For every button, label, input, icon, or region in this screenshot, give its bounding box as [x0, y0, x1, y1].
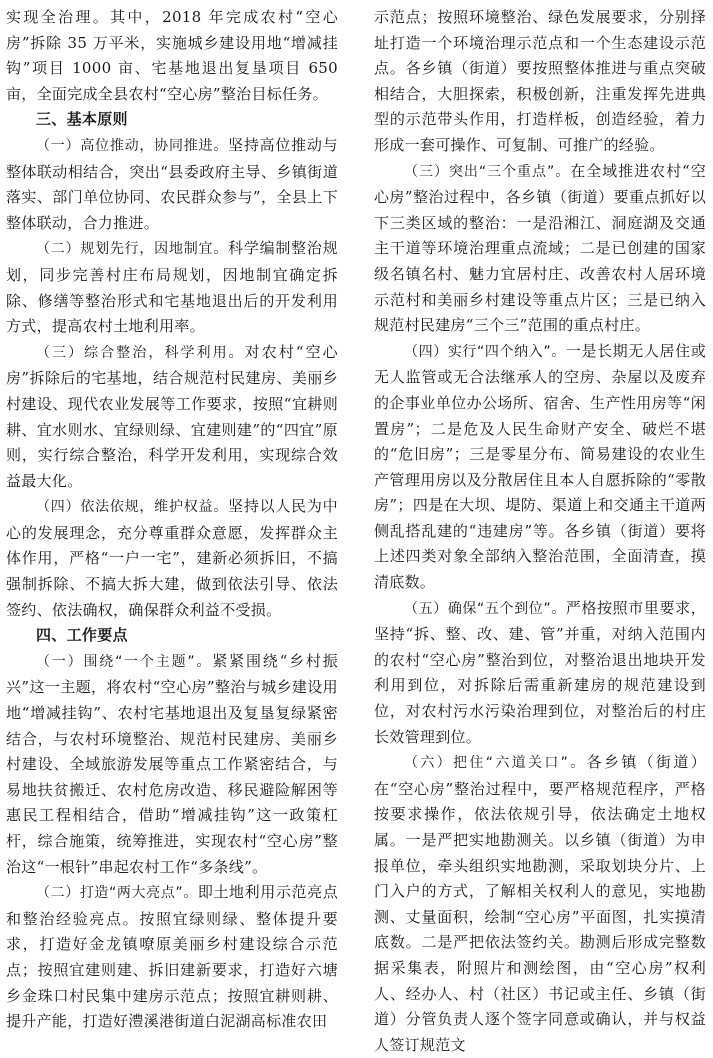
left-column — [6, 5, 338, 1035]
principle-3-title: （三）综合整治，科学利用。 — [36, 344, 245, 361]
principle-3-text: 对农村“空心房”拆除后的宅基地，结合规范村民建房、美丽乡村建设、现代农业发展等工作要求，按照“宜耕则耕、宜水则水、宜绿则绿、宜建则建”的“四宜”原则，实行综合整治，科学开发利用，实现综合效益最大化。 — [6, 342, 338, 490]
principle-2-title: （二）规划先行，因地制宜。 — [36, 241, 229, 258]
principle-1-title: （一）高位推动，协同推进。 — [36, 137, 229, 154]
intro-paragraph: 实现全治理。其中，2018 年完成农村“空心房”拆除 35 万平米，实施城乡建设用地“增减挂钩”项目 1000 亩、宅基地退出复垦项目 650 亩，全面完成全县农村“空心房”整治目标任务。 — [6, 8, 338, 103]
task-paragraph-3 — [374, 159, 706, 339]
right-column — [374, 5, 706, 1058]
task-1-text: 紧紧围绕“乡村振兴”这一主题，将农村“空心房”整治与城乡建设用地“增减挂钩”、农村宅基地退出及复垦复绿紧密结合，与农村环境整治、规范村民建房、美丽乡村建设、全域旅游发展等重点工作紧密结合，与易地扶贫搬迁、农村危房改造、移民避险解困等惠民工程相结合，借助“增减挂钩”这一政策杠杆，综合施策，统筹推进，实现农村“空心房”整治这“一根针”串起农村工作“多条线”。 — [6, 651, 338, 876]
task-paragraph-4 — [374, 339, 706, 596]
continued-paragraph: 示范点；按照环境整治、绿色发展要求，分别择址打造一个环境治理示范点和一个生态建设示范点。各乡镇（街道）要按照整体推进与重点突破相结合，大胆探索，积极创新，注重发挥先进典型的示范带头作用，打造样板，创造经验，着力形成一套可操作、可复制、可推广的经验。 — [374, 8, 706, 154]
task-4-text: 一是长期无人居住或无人监管或无合法继承人的空房、杂屋以及废弃的企事业单位办公场所、宿舍、生产性用房等“闲置房”；二是危及人民生命财产安全、破烂不堪的“危旧房”；三是零星分布、简易建设的农业生产管理用房以及分散居住且本人自愿拆除的“零散房”；四是在大坝、堤防、渠道上和交通主干道两侧乱搭乱建的“违建房”等。各乡镇（街道）要将上述四类对象全部纳入整治范围，全面清查，摸清底数。 — [374, 341, 707, 592]
heading-basic-principles: 三、基本原则 — [36, 110, 128, 129]
task-1-title: （一）围绕“一个主题”。 — [36, 653, 213, 670]
principle-paragraph-4 — [6, 494, 338, 623]
task-paragraph-2 — [6, 880, 338, 1035]
principle-2-text: 科学编制整治规划，同步完善村庄布局规划，因地制宜确定拆除、修缮等整治形式和宅基地退出后的开发利用方式，提高农村土地利用率。 — [6, 239, 338, 336]
principle-1-text: 坚持高位推动与整体联动相结合，突出“县委政府主导、乡镇街道落实、部门单位协同、农民群众参与”，全县上下整体联动，合力推进。 — [6, 135, 338, 232]
task-4-title: （四）实行“四个纳入”。 — [404, 343, 566, 360]
principle-4-title: （四）依法依规，维护权益。 — [36, 499, 229, 516]
task-3-text: 在全域推进农村“空心房”整治过程中，各乡镇（街道）要重点抓好以下三类区域的整治：一是沿湘江、洞庭湖及交通主干道等环境治理重点流域；二是已创建的国家级名镇名村、魅力宜居村庄、改善农村人居环境示范村和美丽乡村建设等重点片区；三是已纳入规范村民建房“三个三”范围的重点村庄。 — [374, 161, 706, 335]
principle-paragraph-2 — [6, 236, 338, 339]
task-5-title: （五）确保“五个到位”。 — [404, 600, 566, 617]
principle-paragraph-1 — [6, 133, 338, 236]
task-3-title: （三）突出“三个重点”。 — [404, 163, 571, 180]
task-6-text: 各乡镇（街道）在“空心房”整治过程中，要严格规范程序，严格按要求操作，依法依规引导，依法确定土地权属。一是严把实地勘测关。以乡镇（街道）为申报单位，牵头组织实地勘测，采取划块分片、上门入户的方式，了解相关权利人的意见，实地勘测、丈量面积，绘制“空心房”平面图，扎实摸清底数。二是严把依法签约关。勘测后形成完整数据采集表，附照片和测绘图，由“空心房”权利人、经办人、村（社区）书记或主任、乡镇（街道）分管负责人逐个签字同意或确认，并与权益人签订规范文 — [374, 753, 707, 1054]
heading-work-points: 四、工作要点 — [36, 626, 128, 645]
task-2-title: （二）打造“两大亮点”。 — [36, 885, 198, 902]
task-paragraph-6 — [374, 750, 706, 1058]
task-paragraph-1 — [6, 649, 338, 880]
task-6-title: （六）把住“六道关口”。 — [404, 755, 587, 772]
principle-paragraph-3 — [6, 340, 338, 495]
task-2-text: 即土地利用示范亮点和整治经验亮点。按照宜绿则绿、整体提升要求，打造好金龙镇嘹原美丽乡村建设综合示范点；按照宜建则建、拆旧建新要求，打造好六塘乡金珠口村民集中建房示范点；按照宜耕则耕、提升产能，打造好澧溪港街道白泥湖高标准农田 — [6, 883, 339, 1031]
task-paragraph-5 — [374, 596, 706, 751]
task-5-text: 严格按照市里要求，坚持“拆、整、改、建、管”并重，对纳入范围内的农村“空心房”整治到位，对整治退出地块开发利用到位，对拆除后需重新建房的规范建设到位，对农村污水污染治理到位，对整治后的村庄长效管理到位。 — [374, 598, 707, 746]
principle-4-text: 坚持以人民为中心的发展理念，充分尊重群众意愿，发挥群众主体作用，严格“一户一宅”，建新必须拆旧，不搞强制拆除、不搞大拆大建，做到依法引导、依法签约、依法确权，确保群众利益不受损。 — [6, 497, 338, 619]
